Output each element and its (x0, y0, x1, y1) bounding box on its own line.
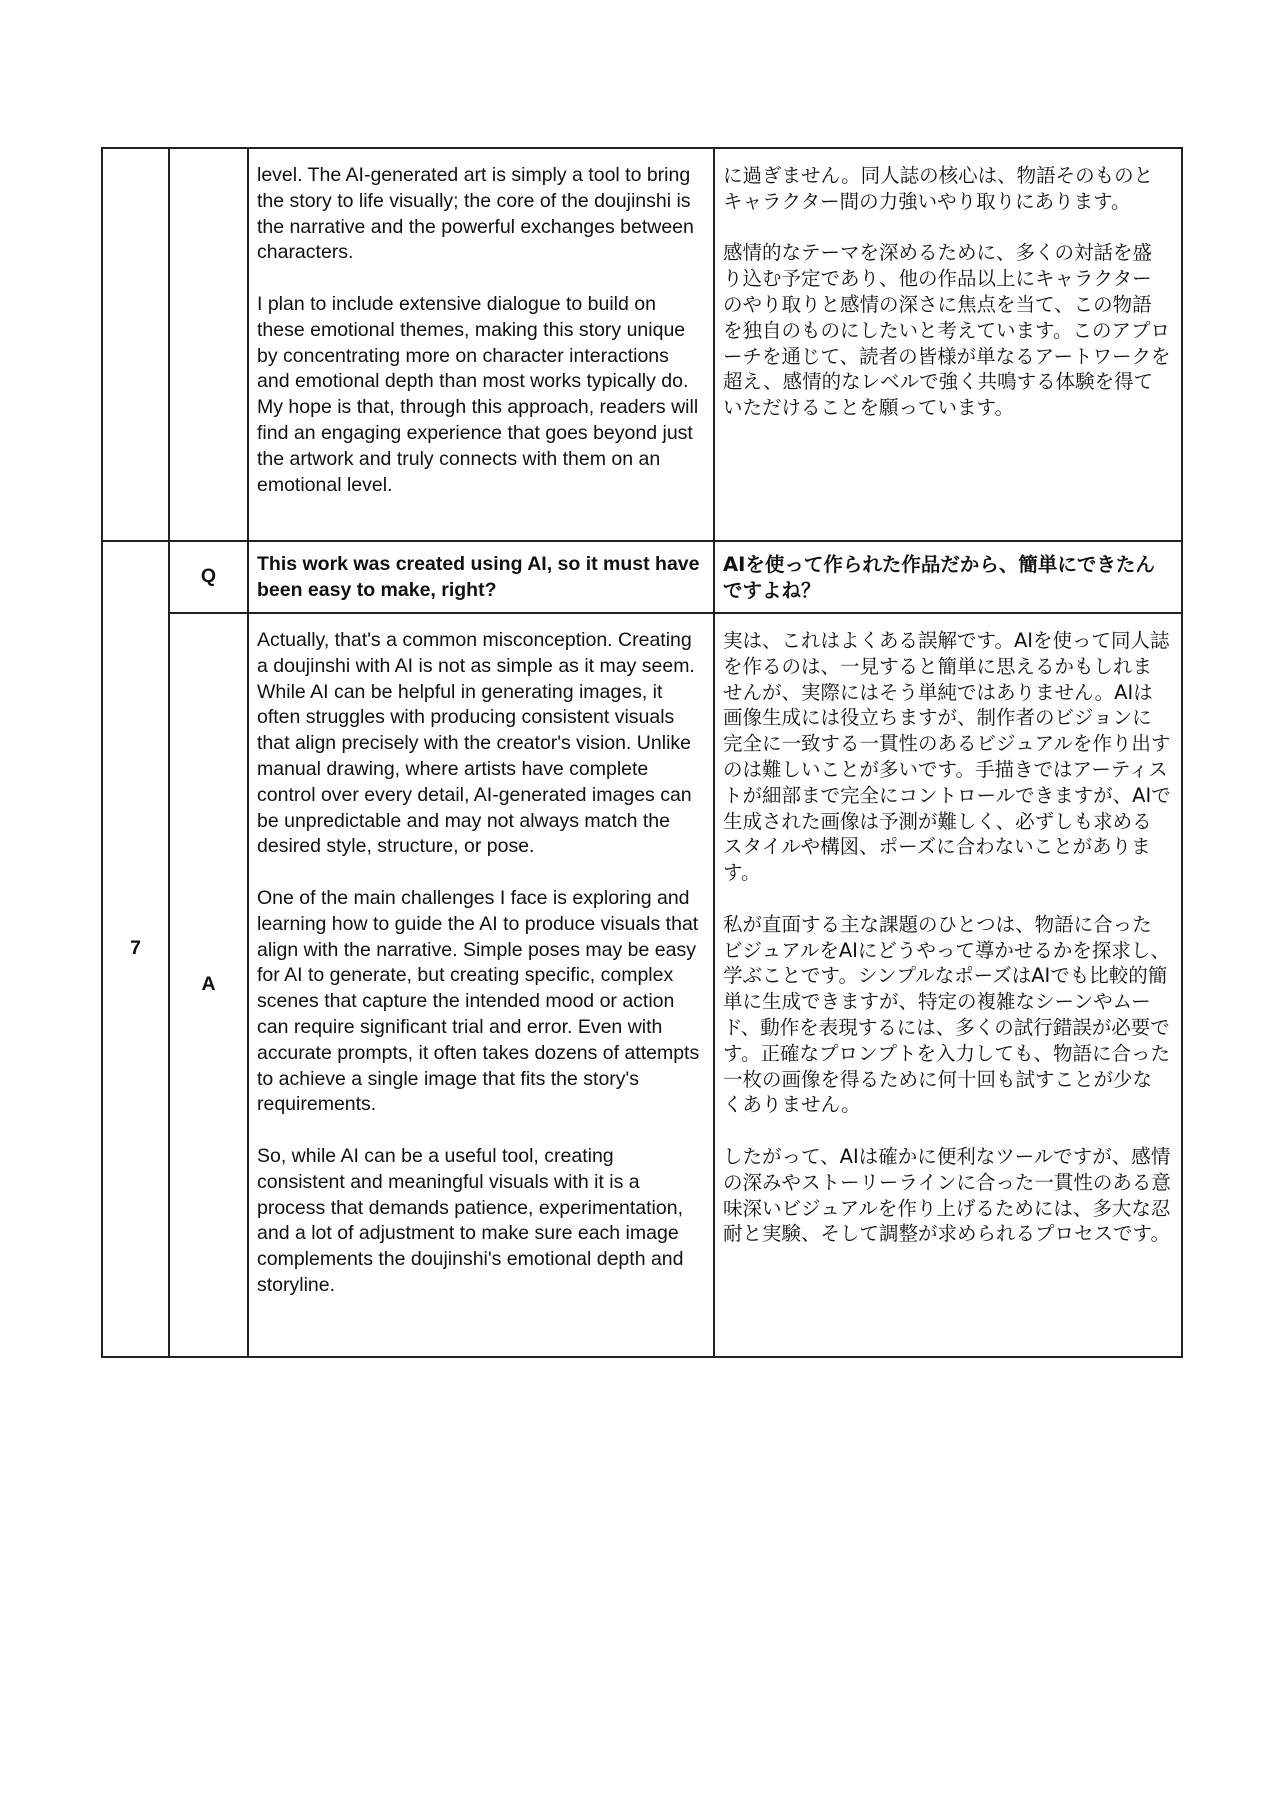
answer-jp: 実は、これはよくある誤解です。AIを使って同人誌を作るのは、一見すると簡単に思えるかもしれませんが、実際にはそう単純ではありません。AIは画像生成には役立ちますが、制作者のビジョンに完全に一致する一貫性のあるビジュアルを作り出すのは難しいことが多いです。手描きではアーティストが細部まで完全にコントロールできますが、AIで生成された画像は予測が難しく、必ずしも求めるスタイルや構図、ポーズに合わないことがあります。 私が直面する主な課題のひとつは、物語に合ったビジュアルをAIにどうやって導かせるかを探求し、学ぶことです。シンプルなポーズはAIでも比較的簡単に生成できますが、特定の複雑なシーンやムード、動作を表現するには、多くの試行錯誤が必要です。正確なプロンプトを入力しても、物語に合った一枚の画像を得るために何十回も試すことが少なくありません。 したがって、AIは確かに便利なツールですが、感情の深みやストーリーラインに合った一貫性のある意味深いビジュアルを作り上げるためには、多大な忍耐と実験、そして調整が求められるプロセスです。 (714, 613, 1182, 1357)
table-row-continued (102, 148, 1182, 541)
continued-answer-jp: に過ぎません。同人誌の核心は、物語そのものとキャラクター間の力強いやり取りにあります。 感情的なテーマを深めるために、多くの対話を盛り込む予定であり、他の作品以上にキャラクターのやり取りと感情の深さに焦点を当て、この物語を独自のものにしたいと考えています。このアプローチを通じて、読者の皆様が単なるアートワークを超え、感情的なレベルで強く共鳴する体験を得ていただけることを願っています。 (714, 148, 1182, 541)
question-en: This work was created using AI, so it must have been easy to make, right? (248, 541, 714, 613)
number-cell-empty (102, 148, 169, 541)
answer-en: Actually, that's a common misconception. Creating a doujinshi with AI is not as simple as it may seem. While AI can be helpful in generating images, it often struggles with producing consistent visuals that align precisely with the creator's vision. Unlike manual drawing, where artists have complete control over every detail, AI-generated images can be unpredictable and may not always match the desired style, structure, or pose. One of the main challenges I face is exploring and learning how to guide the AI to produce visuals that align with the narrative. Simple poses may be easy for AI to generate, but creating specific, complex scenes that capture the intended mood or action can require significant trial and error. Even with accurate prompts, it often takes dozens of attempts to achieve a single image that fits the story's requirements. So, while AI can be a useful tool, creating consistent and meaningful visuals with it is a process that demands patience, experimentation, and a lot of adjustment to make sure each image complements the doujinshi's emotional depth and storyline. (248, 613, 714, 1357)
table-row-answer (102, 613, 1182, 1357)
question-label: Q (169, 541, 248, 613)
answer-label: A (169, 613, 248, 1357)
continued-answer-en: level. The AI-generated art is simply a tool to bring the story to life visually; the core of the doujinshi is the narrative and the powerful exchanges between characters. I plan to include extensive dialogue to build on these emotional themes, making this story unique by concentrating more on character interactions and emotional depth than most works typically do. My hope is that, through this approach, readers will find an engaging experience that goes beyond just the artwork and truly connects with them on an emotional level. (248, 148, 714, 541)
label-cell-empty (169, 148, 248, 541)
question-jp: AIを使って作られた作品だから、簡単にできたんですよね？ (714, 541, 1182, 613)
entry-number: 7 (102, 541, 169, 1357)
qa-table (101, 147, 1183, 1358)
table-row-question (102, 541, 1182, 613)
